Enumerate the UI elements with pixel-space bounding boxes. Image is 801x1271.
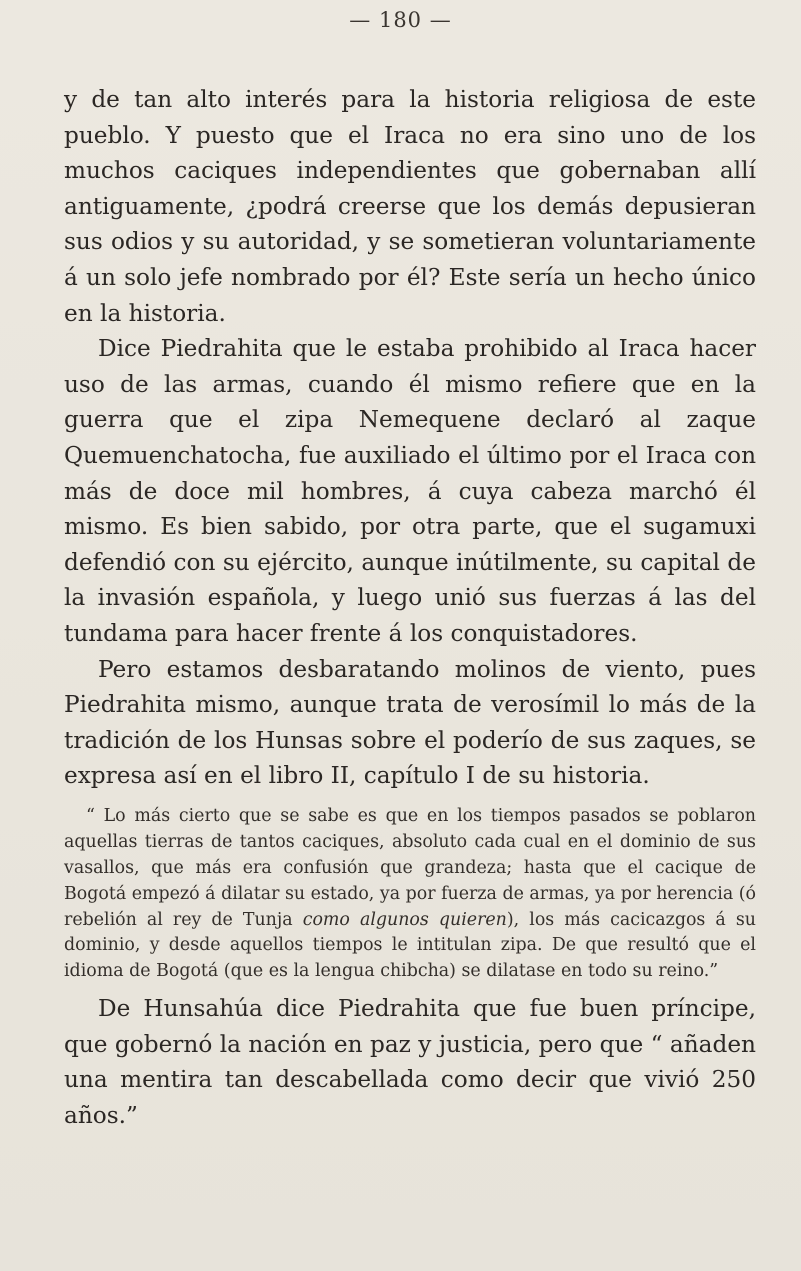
quote-italic: como algunos quieren <box>302 909 507 930</box>
paragraph-1: y de tan alto interés para la historia religiosa de este pueblo. Y puesto que el Iraca no era sino uno de los muchos caciques independientes que gobernaban allí antiguamente, ¿podrá creerse que los demás depusieran sus odios y su autoridad, y se sometieran voluntariamente á un solo jefe nombrado por él? Este sería un hecho único en la historia. <box>64 86 756 327</box>
block-quote <box>64 804 756 985</box>
paragraph-4: De Hunsahúa dice Piedrahita que fue buen príncipe, que gobernó la nación en paz y justicia, pero que “ añaden una mentira tan descabellada como decir que vivió 250 años.” <box>64 995 756 1129</box>
quote-text-1: “ Lo más cierto que se sabe es que en los tiempos pasados se poblaron aquellas tierras de tantos caciques, absoluto cada cual en el dominio de sus vasallos, que más era confusión que grandeza; hasta que el cacique de Bogotá empezó á dilatar su estado, ya por fuerza de armas, ya por herencia (ó rebelión al rey de Tunja <box>64 805 756 930</box>
text-body <box>64 82 756 1134</box>
page-number: — 180 — <box>349 8 452 32</box>
paragraph-2: Dice Piedrahita que le estaba prohibido al Iraca hacer uso de las armas, cuando él mismo refiere que en la guerra que el zipa Nemequene declaró al zaque Quemuenchatocha, fue auxiliado el último por el Iraca con más de doce mil hombres, á cuya cabeza marchó él mismo. Es bien sabido, por otra parte, que el sugamuxi defendió con su ejército, aunque inútilmente, su capital de la invasión española, y luego unió sus fuerzas á las del tundama para hacer frente á los conquistadores. <box>64 335 756 647</box>
quote-text-2: ), los más cacicazgos á su dominio, y desde aquellos tiempos le intitulan zipa. De que resultó que el idioma de Bogotá (que es la lengua chibcha) se dilatase en todo su reino.” <box>64 909 756 982</box>
paragraph-3: Pero estamos desbaratando molinos de viento, pues Piedrahita mismo, aunque trata de verosímil lo más de la tradición de los Hunsas sobre el poderío de sus zaques, se expresa así en el libro II, capítulo I de su historia. <box>64 655 756 790</box>
